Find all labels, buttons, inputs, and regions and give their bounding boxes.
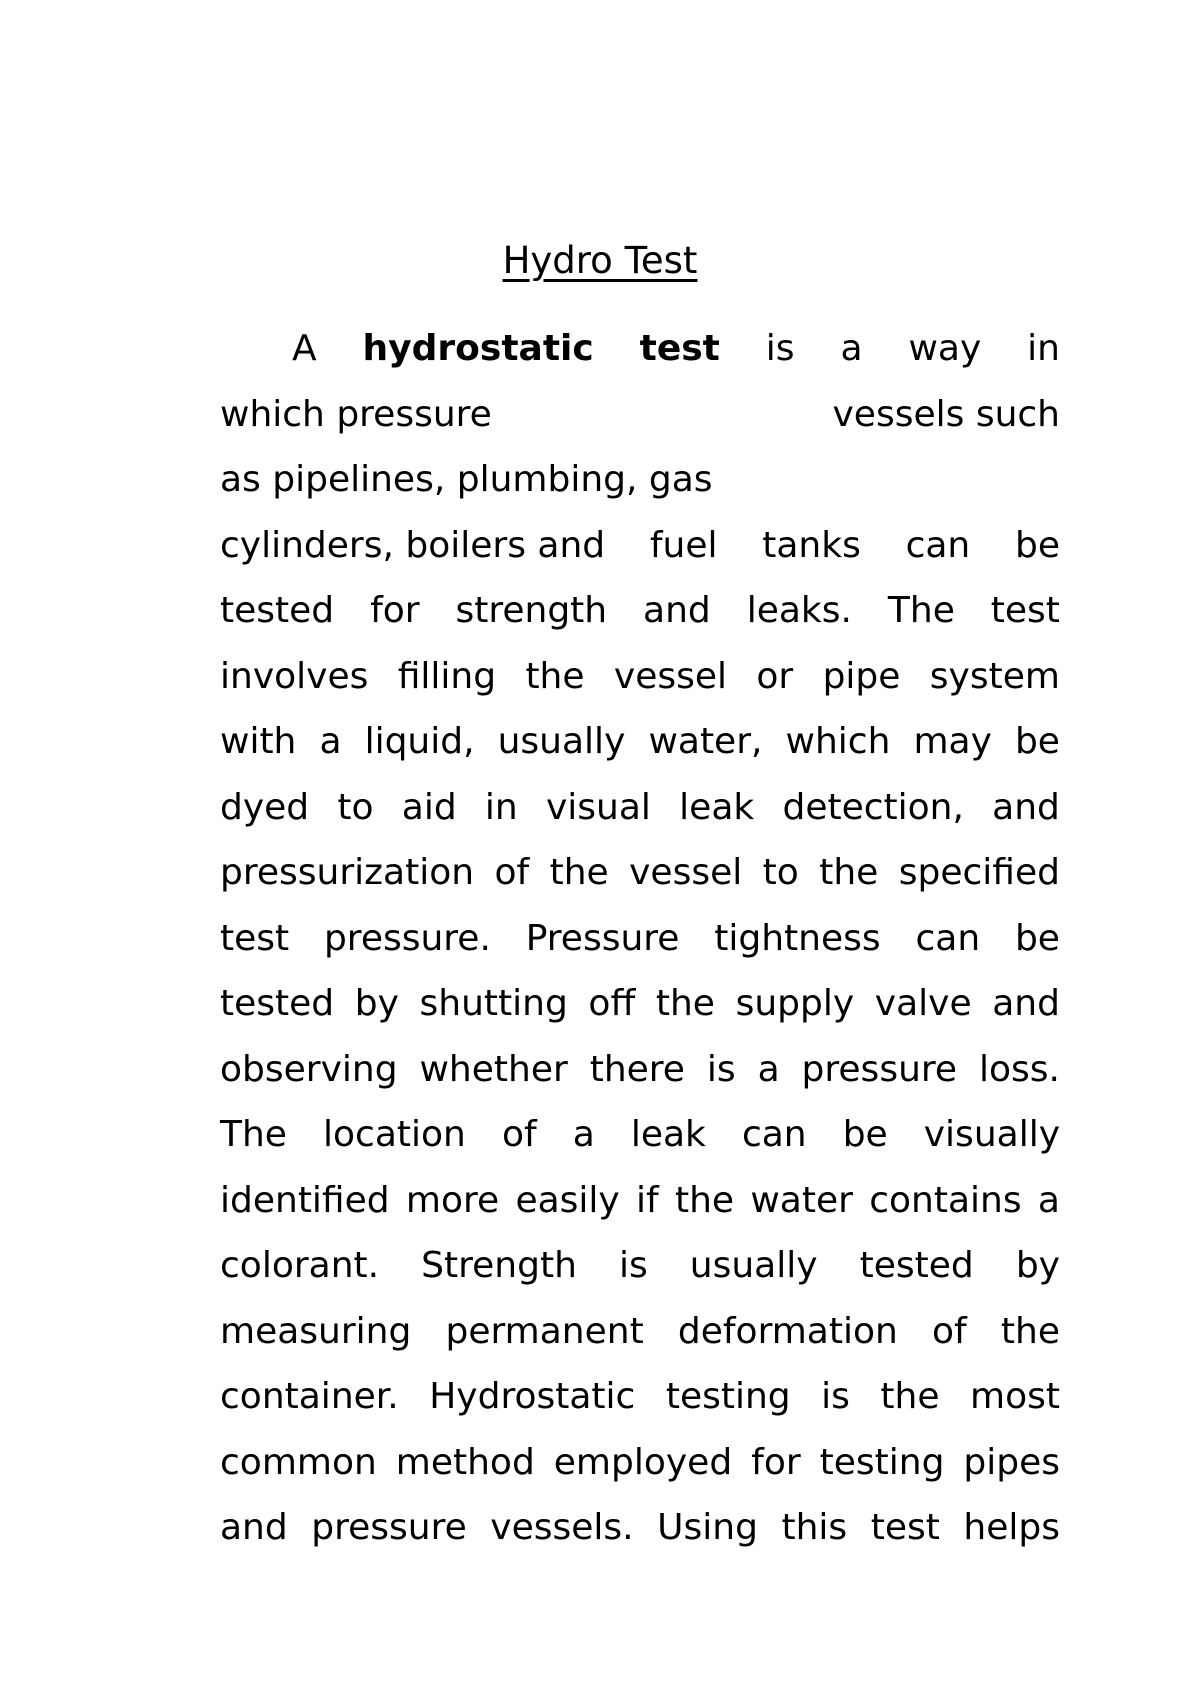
word: identified (220, 1179, 390, 1221)
word: visual (545, 786, 651, 828)
word: vessels such (832, 393, 1060, 435)
word: the (880, 1376, 940, 1417)
word: The (220, 1114, 287, 1155)
word: usually (689, 1245, 818, 1286)
word: valve (874, 983, 972, 1024)
word: pressure (801, 1048, 958, 1090)
word: common (220, 1441, 377, 1483)
word: is (821, 1376, 850, 1417)
text-line (220, 513, 1060, 579)
body-paragraph (220, 316, 1060, 1561)
word: permanent (445, 1310, 644, 1352)
word: testing (819, 1441, 945, 1483)
word: or (756, 655, 794, 697)
text-line (220, 578, 1060, 644)
word: testing (665, 1376, 791, 1417)
word: off (588, 983, 636, 1024)
word: leak (630, 1114, 706, 1155)
word: by (1015, 1245, 1060, 1286)
word: is (618, 1245, 648, 1286)
word: be (1014, 524, 1060, 566)
word: and (992, 983, 1060, 1024)
word: tanks (762, 524, 861, 566)
word: is (765, 328, 795, 369)
word: whether (419, 1048, 568, 1090)
word: in (484, 786, 518, 828)
word: location (323, 1114, 466, 1155)
word: be (1014, 917, 1060, 959)
word: deformation (677, 1310, 898, 1352)
word: for (751, 1441, 801, 1483)
word: leaks. (746, 590, 852, 631)
word: can (905, 524, 971, 566)
word: easily (515, 1179, 620, 1221)
word: visually (923, 1114, 1060, 1155)
word: detection, (782, 786, 964, 828)
word: colorant. (220, 1245, 380, 1286)
word: can (741, 1114, 807, 1155)
word: by (354, 983, 399, 1024)
word: tested (220, 983, 335, 1024)
bold-word: test (639, 328, 720, 369)
word: filling (397, 655, 497, 697)
word: involves (220, 655, 369, 697)
word: observing (220, 1048, 398, 1090)
word: the (655, 983, 715, 1024)
word: vessel (629, 852, 743, 893)
word: test (990, 590, 1060, 631)
word: is (706, 1048, 736, 1090)
word: The (887, 590, 955, 631)
word: to (762, 852, 799, 893)
word: Hydrostatic (429, 1376, 636, 1417)
text-line (220, 447, 1060, 513)
word: pressurization (220, 852, 475, 893)
word: for (370, 590, 420, 631)
word: this (781, 1507, 848, 1548)
text-line (220, 382, 1060, 448)
text-line (220, 709, 1060, 775)
text-line (220, 1430, 1060, 1496)
word: of (501, 1114, 537, 1155)
word: leak (679, 786, 755, 828)
word: the (819, 852, 879, 893)
word: loss. (978, 1048, 1060, 1090)
word: can (915, 917, 981, 959)
word: be (1014, 721, 1060, 762)
word: employed (553, 1441, 733, 1483)
bold-word: hydrostatic (362, 328, 594, 369)
word: with (220, 721, 297, 762)
word: tested (220, 590, 335, 631)
word: water, (648, 721, 763, 762)
text-line (220, 1299, 1060, 1365)
word: method (395, 1441, 535, 1483)
text-line (220, 1037, 1060, 1103)
word: Pressure (525, 917, 680, 959)
text-line (220, 1168, 1060, 1234)
text-line (220, 775, 1060, 841)
word: pressure (311, 1507, 467, 1548)
word: a (840, 328, 863, 369)
word: shutting (419, 983, 568, 1024)
word: as pipelines, plumbing, gas (220, 459, 713, 500)
word: tightness (714, 917, 881, 959)
word: tested (859, 1245, 974, 1286)
word: way (908, 328, 982, 369)
word: aid (401, 786, 457, 828)
word: fuel (649, 524, 718, 566)
word: test (220, 917, 290, 959)
word: a (572, 1114, 595, 1155)
word: which pressure (220, 393, 492, 435)
text-line (220, 1233, 1060, 1299)
word: vessels. (490, 1507, 634, 1548)
text-line (220, 971, 1060, 1037)
word: and (643, 590, 711, 631)
word: pipe (822, 655, 901, 697)
word: in (1027, 328, 1060, 369)
word: measuring (220, 1310, 412, 1352)
word: the (525, 655, 585, 697)
word: which (785, 721, 891, 762)
word: the (549, 852, 609, 893)
word: more (405, 1179, 500, 1221)
word: vessel (613, 655, 728, 697)
word: may (913, 721, 992, 762)
word: a (757, 1048, 780, 1090)
text-line (220, 644, 1060, 710)
word: Strength (421, 1245, 577, 1286)
word: of (494, 852, 530, 893)
word: specified (898, 852, 1060, 893)
word: most (970, 1376, 1060, 1417)
text-line (220, 1102, 1060, 1168)
word: pressure. (323, 917, 491, 959)
word: test (870, 1507, 940, 1548)
word: contains (869, 1179, 1022, 1221)
word: and (992, 786, 1060, 828)
word: a (1037, 1179, 1060, 1221)
word: there (589, 1048, 685, 1090)
text-line (220, 1495, 1060, 1561)
word: of (932, 1310, 967, 1352)
word: the (674, 1179, 735, 1221)
word: to (337, 786, 374, 828)
text-line (220, 906, 1060, 972)
text-line (220, 316, 1060, 382)
text-line (220, 840, 1060, 906)
document-title: Hydro Test (502, 239, 698, 282)
word: container. (220, 1376, 399, 1417)
word: cylinders, boilers and (220, 524, 606, 566)
word: dyed (220, 786, 310, 828)
word: supply (735, 983, 855, 1024)
word: Using (657, 1507, 758, 1548)
word: helps (963, 1507, 1060, 1548)
word: a (319, 721, 342, 762)
word: if (636, 1179, 659, 1221)
word: liquid, (364, 721, 475, 762)
word: system (929, 655, 1060, 697)
word: and (220, 1507, 288, 1548)
word: strength (455, 590, 608, 631)
word: water (750, 1179, 853, 1221)
word: A (292, 328, 317, 369)
word: the (1000, 1310, 1060, 1352)
word: be (842, 1114, 888, 1155)
text-line (220, 1364, 1060, 1430)
word: pipes (963, 1441, 1060, 1483)
word: usually (497, 721, 626, 762)
